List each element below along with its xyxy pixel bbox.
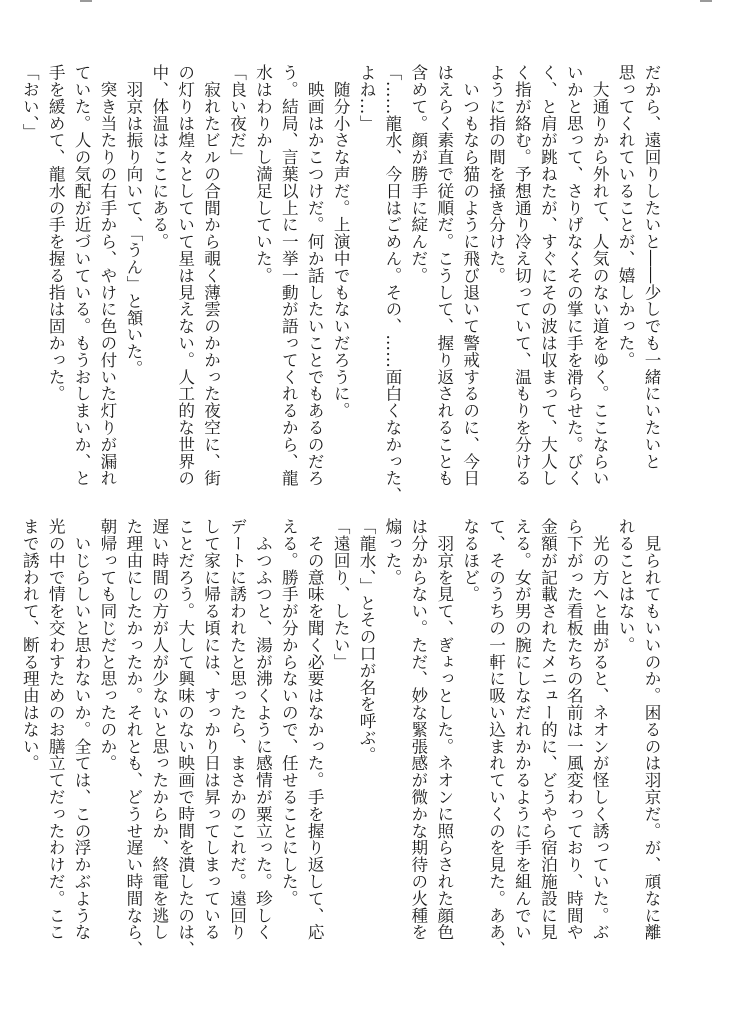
text-line: デートに誘われたと思ったら、まさかのこれだ。遠回り (227, 518, 247, 941)
text-line: 大通りから外れて、人気のない道をゆく。ここならい (590, 64, 610, 487)
page-corner-mark (700, 0, 712, 2)
text-line: 手を緩めて、龍水の手を握る指は固かった。 (46, 64, 66, 402)
text-line: ふつふつと、湯が沸くように感情が粟立った。珍しく (253, 518, 273, 941)
text-line: その意味を聞く必要はなかった。手を握り返して、応 (305, 518, 325, 941)
text-line: はえらく素直で従順だ。こうして、握り返されることも (434, 64, 454, 487)
text-line: 寂れたビルの合間から覗く薄雲のかかった夜空に、街 (201, 64, 221, 487)
text-line: ように指の間を掻き分けた。 (486, 64, 506, 284)
text-line: 羽京を見て、ぎょっとした。ネオンに照らされた顔色 (434, 518, 454, 941)
page-corner-mark (80, 0, 92, 2)
text-line: ことだろう。大して興味のない映画で時間を潰したのは、 (175, 518, 195, 958)
text-line: 光の方へと曲がると、ネオンが怪しく誘っていた。ぶ (590, 518, 610, 941)
text-line: して家に帰る頃には、すっかり日は昇ってしまっている (201, 518, 221, 941)
text-line: 「龍水、」とその口が名を呼ぶ。 (357, 518, 377, 764)
text-line: て、そのうちの一軒に吸い込まれていくのを見た。ああ、 (486, 518, 506, 958)
text-line: いつもなら猫のように飛び退いて警戒するのに、今日 (460, 64, 480, 487)
text-line: 思ってくれていることが、嬉しかった。 (616, 64, 636, 369)
text-line: 水はわりかし満足していた。 (253, 64, 273, 284)
text-line: なるほど。 (460, 518, 480, 603)
text-line: れることはない。 (616, 518, 636, 654)
text-line: だから、遠回りしたいと――少しでも一緒にいたいと (642, 64, 661, 470)
text-line: 映画はかこつけだ。何か話したいことでもあるのだろ (305, 64, 325, 487)
text-line: 随分小さな声だ。上演中でもないだろうに。 (331, 64, 351, 419)
text-line: いじらしいと思わないか。全ては、この浮かぶような (72, 518, 92, 941)
text-line: 中、体温はここにある。 (149, 64, 169, 250)
text-line: 突き当たりの右手から、やけに色の付いた灯りが漏れ (97, 64, 117, 487)
text-line: 羽京は振り向いて、「うん」と頷いた。 (123, 64, 143, 377)
text-line: 煽った。 (382, 518, 402, 586)
text-line: 「遠回り、したい」 (331, 518, 351, 671)
text-line: の灯りは煌々としていて星は見えない。人工的な世界の (175, 64, 195, 487)
text-line: える。勝手が分からないので、任せることにした。 (279, 518, 299, 907)
text-line: 「おい、」 (20, 64, 40, 141)
text-line: 朝帰っても同じだと思ったのか。 (97, 518, 117, 772)
text-line: は分からない。ただ、妙な緊張感が微かな期待の火種を (408, 518, 428, 941)
text-line: う。結局、言葉以上に一挙一動が語ってくれるから、龍 (279, 64, 299, 487)
text-line: ていた。人の気配が近づいている。もうおしまいか、と (72, 64, 92, 487)
text-line: く、と肩が跳ねたが、すぐにその波は収まって、大人し (538, 64, 558, 487)
text-line: いかと思って、さりげなくその掌に手を滑らせた。びく (564, 64, 584, 487)
text-line: く指が絡む。予想通り冷え切っていて、温もりを分ける (512, 64, 532, 487)
text-line: よね…」 (357, 64, 377, 132)
text-line: 「良い夜だ」 (227, 64, 247, 166)
text-line: 「……龍水、今日はごめん。その、……面白くなかった、 (382, 64, 402, 504)
text-line: 光の中で情を交わすためのお膳立てだったわけだ。ここ (46, 518, 66, 941)
text-line: まで誘われて、断る理由はない。 (20, 518, 40, 772)
upper-text-column (20, 64, 664, 504)
lower-text-column (20, 518, 664, 958)
text-line: 見られてもいいのか。困るのは羽京だ。が、頑なに離 (642, 518, 661, 941)
text-line: える。女が男の腕にしなだれかかるように手を組んでい (512, 518, 532, 941)
text-line: 遅い時間の方が人が少ないと思ったからか、終電を逃し (149, 518, 169, 941)
text-line: ら下がった看板たちの名前は一風変わっており、時間や (564, 518, 584, 941)
text-line: 含めて。顔が勝手に綻んだ。 (408, 64, 428, 284)
text-line: 金額が記載されたメニュー的に、どうやら宿泊施設に見 (538, 518, 558, 941)
text-line: た理由にしたかったか。それとも、どうせ遅い時間なら、 (123, 518, 143, 958)
